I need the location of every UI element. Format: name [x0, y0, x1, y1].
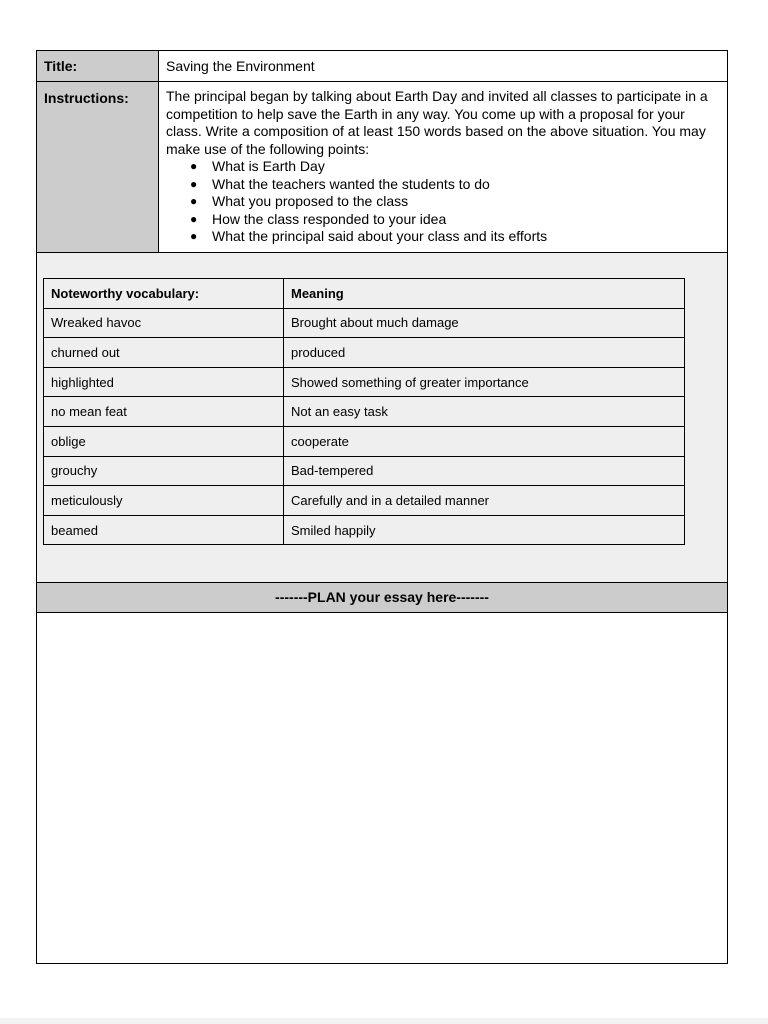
instructions-label: Instructions:: [37, 82, 159, 252]
vocab-word: beamed: [44, 515, 284, 545]
page-bottom-band: [0, 1018, 768, 1024]
vocabulary-table: [43, 278, 685, 545]
vocab-word: grouchy: [44, 456, 284, 486]
vocab-word: Wreaked havoc: [44, 308, 284, 338]
vocab-meaning: cooperate: [284, 426, 685, 456]
table-row: [44, 338, 685, 368]
title-value: Saving the Environment: [166, 58, 315, 74]
vocab-word: meticulously: [44, 486, 284, 516]
vocab-meaning: Showed something of greater importance: [284, 367, 685, 397]
point-text: What you proposed to the class: [212, 193, 409, 210]
bullet-icon: ●: [190, 211, 198, 226]
instructions-content: [159, 82, 727, 252]
vocab-meaning: Brought about much damage: [284, 308, 685, 338]
instructions-text: The principal began by talking about Earth Day and invited all classes to participate in a competition to help save the Earth in any way. You come up with a proposal for your class. Write a composition of at least 150 words based on the above situation. You may make use of the following points:: [166, 88, 708, 157]
vocab-header: Noteworthy vocabulary:: [44, 279, 284, 309]
table-header-row: [44, 279, 685, 309]
bullet-icon: ●: [190, 176, 198, 191]
list-item: [190, 193, 720, 211]
point-text: How the class responded to your idea: [212, 210, 447, 227]
vocab-word: highlighted: [44, 367, 284, 397]
vocabulary-section: [37, 253, 727, 583]
vocab-meaning: Bad-tempered: [284, 456, 685, 486]
bullet-icon: ●: [190, 229, 198, 244]
title-label: Title:: [37, 51, 159, 81]
list-item: [190, 158, 720, 176]
instructions-row: [37, 82, 727, 253]
vocab-word: no mean feat: [44, 397, 284, 427]
point-text: What the teachers wanted the students to do: [212, 175, 490, 192]
vocab-meaning: Smiled happily: [284, 515, 685, 545]
point-text: What the principal said about your class and its efforts: [212, 228, 548, 245]
table-row: [44, 456, 685, 486]
bullet-icon: ●: [190, 159, 198, 173]
point-text: What is Earth Day: [212, 158, 325, 174]
vocab-word: churned out: [44, 338, 284, 368]
vocab-meaning: Not an easy task: [284, 397, 685, 427]
worksheet-frame: [36, 50, 728, 964]
vocab-meaning: produced: [284, 338, 685, 368]
bullet-icon: ●: [190, 194, 198, 209]
table-row: [44, 308, 685, 338]
plan-heading: -------PLAN your essay here-------: [37, 583, 727, 613]
meaning-header: Meaning: [284, 279, 685, 309]
vocab-word: oblige: [44, 426, 284, 456]
list-item: [190, 210, 720, 229]
list-item: [190, 228, 720, 246]
table-row: [44, 426, 685, 456]
plan-writing-area[interactable]: [37, 613, 727, 963]
title-row: [37, 51, 727, 82]
vocab-meaning: Carefully and in a detailed manner: [284, 486, 685, 516]
instructions-points: [166, 158, 720, 246]
table-row: [44, 367, 685, 397]
table-row: [44, 515, 685, 545]
table-row: [44, 397, 685, 427]
table-row: [44, 486, 685, 516]
list-item: [190, 175, 720, 194]
